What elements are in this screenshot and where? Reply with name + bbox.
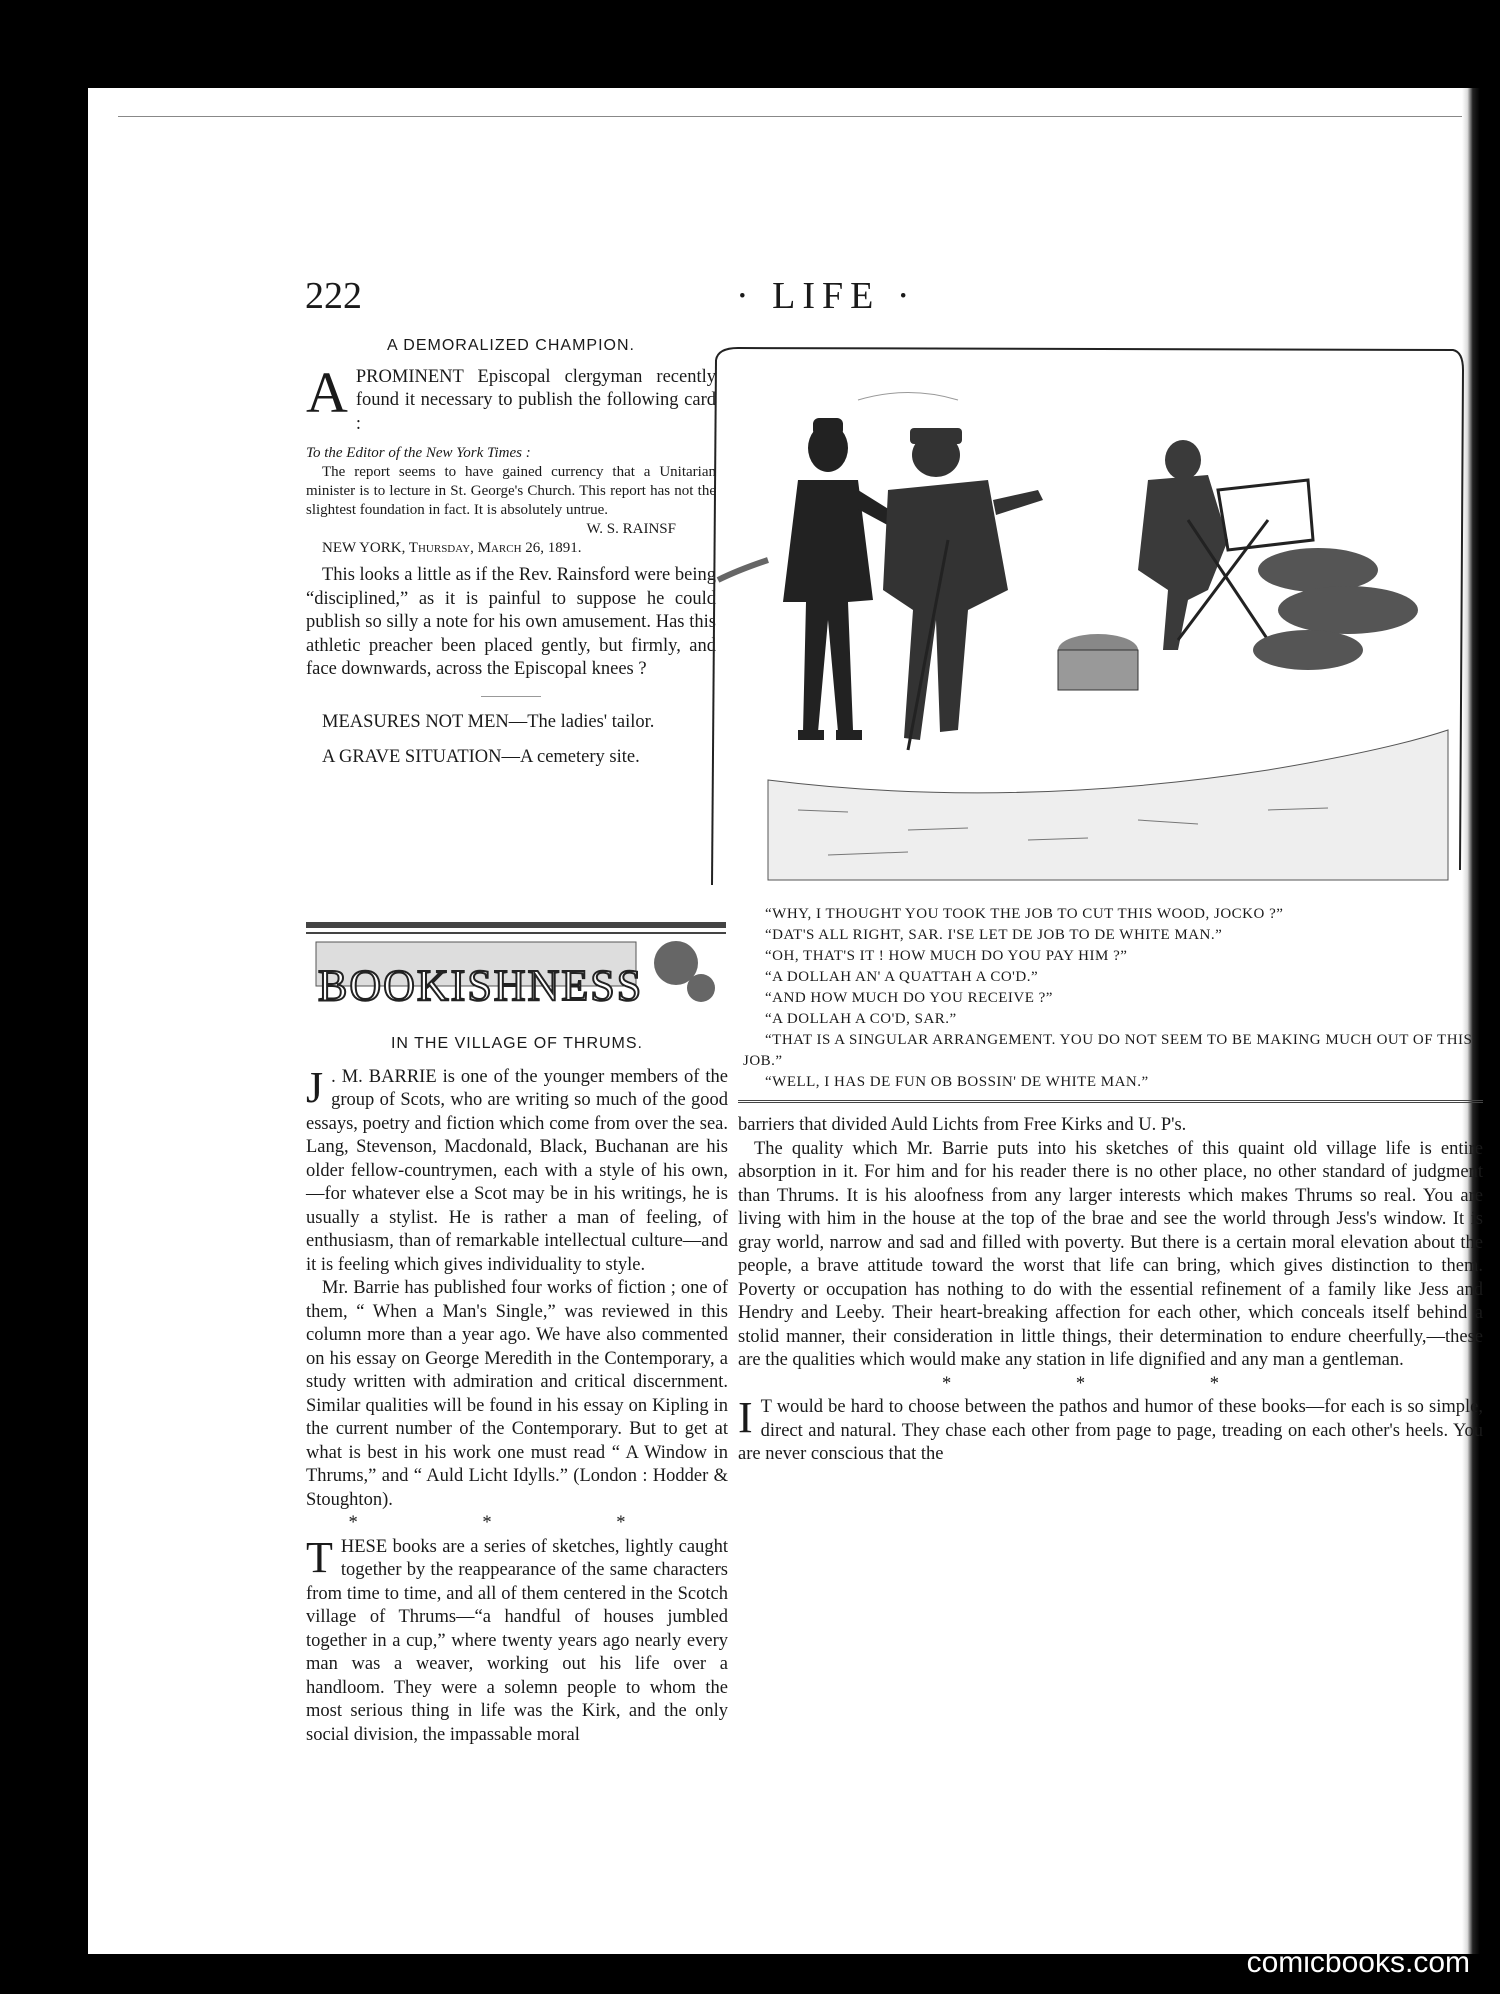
- paragraph: Mr. Barrie has published four works of fiction ; one of them, “ When a Man's Single,” was reviewed in this column more than a year ago. We have also commented on his essay on George Meredith in the Contemporary, a study written with admiration and critical discernment. Similar qualities will be found in his essay on Kipling in the current number of the Contemporary. But to get at what is best in his work one must read “ A Window in Thrums,” and “ Auld Licht Idylls.” (London : Hodder & Stoughton).: [306, 1278, 728, 1510]
- paragraph: The quality which Mr. Barrie puts into his sketches of this quaint old village life is entire absorption in it. For him and for his reader there is no other place, no other standard of judgment than Thrums. It is his aloofness from any larger interests which makes Thrums so real. You are living with him in the house at the top of the brae and see the world through Jess's window. It is gray world, narrow and sad and filled with poverty. But there is a certain moral elevation about the people, a brave attitude toward the worst that life can bring, which gives distinction to them. Poverty or occupation has nothing to do with the essential refinement of a family like Jess and Hendry and Leeby. Their heart-breaking affection for each other, which conceals itself behind a stolid manner, their consideration in little things, their determination to endure cheerfully,—these are the qualities which would make any station in life dignified and any man a gentleman.: [738, 1138, 1483, 1370]
- card-dateline: NEW YORK, Thursday, March 26, 1891.: [322, 540, 582, 556]
- article-title: A DEMORALIZED CHAMPION.: [387, 337, 635, 354]
- drop-cap: J: [306, 1062, 324, 1112]
- bookishness-banner: [306, 918, 726, 1026]
- paragraph-text: T would be hard to choose between the pathos and humor of these books—for each is so simple, direct and natural. They chase each other from page to page, treading on each other's heels. You are never conscious tha⁠t the: [738, 1397, 1483, 1464]
- dialogue-line: “A DOLLAH AN' A QUATTAH A CO'D.”: [765, 969, 1039, 985]
- paragraph-text: . M. BARRIE is one of the younger members of the group of Scots, who are writing so much of the good essays, poetry and fiction which come from over the sea. Lang, Stevenson, Macdonald, Black, Buchanan are his older fellow-countrymen, each with a style of his own,—for whatever else a Scot may be in his writings, he is usually a stylist. He is rather a man of feeling, of enthusiasm, than of remarkable intellectual culture—and it is feeling which gives individuality to style.: [306, 1066, 728, 1275]
- cartoon-illustration: [708, 340, 1468, 885]
- drop-cap: A: [306, 359, 348, 425]
- page-number: 222: [305, 275, 362, 317]
- card-salutation: To the Editor of the New York Times :: [306, 445, 531, 461]
- joke-lead: A GRAVE SITUATION: [322, 747, 502, 767]
- paragraph: [306, 1532, 728, 1748]
- masthead-title: · LIFE ·: [736, 275, 917, 317]
- joke-text: —A cemetery site.: [501, 747, 640, 767]
- dialogue-line: “THAT IS A SINGULAR ARRANGEMENT. YOU DO NOT SEEM TO BE MAKING MUCH OUT OF THIS JOB.”: [743, 1032, 1473, 1069]
- dialogue-line: “AND HOW MUCH DO YOU RECEIVE ?”: [765, 990, 1053, 1006]
- article-comment: This looks a little as if the R⁠ev. Rainsford were being “disciplined,” as it is painful to suppose he could publish so silly a note for his own amusement. Has this athletic preacher been placed gently, but firmly, and face downwards, across the Episcopal knees ?: [306, 565, 716, 679]
- double-rule: [738, 1100, 1483, 1103]
- bookishness-right-column: [738, 1114, 1483, 1467]
- drop-cap: I: [738, 1393, 753, 1442]
- dialogue-line: “A DOLLAH A CO'D, SAR.”: [765, 1011, 957, 1027]
- intro-text: PROMINENT Episcopal clergyman recently found it necessary to publish the following card :: [355, 366, 716, 434]
- banner-title: BOOKISHNESS: [318, 961, 644, 1010]
- paragraph: [738, 1393, 1483, 1467]
- dialogue-line: “WELL, I HAS DE FUN OB BOSSIN' DE WHITE MAN.”: [765, 1074, 1149, 1090]
- dialogue-line: “DAT'S ALL RIGHT, SAR. I'SE LET DE JOB TO DE WHITE MAN.”: [765, 927, 1223, 943]
- divider: [481, 696, 541, 697]
- basket: [1058, 634, 1138, 690]
- card-body: The report seems to have gained currency that a Unitarian minister is to lecture in St. George's Church. This report has not the slightest found⁠ation in fact. It is absolutely untrue.: [306, 464, 716, 518]
- joke-lead: MEASURES NOT MEN: [322, 711, 509, 732]
- card-signature: W. S. RAINSF: [586, 521, 676, 537]
- article-intro: [306, 359, 716, 437]
- woodpile: [1253, 548, 1418, 670]
- paragraph: [306, 1062, 728, 1278]
- magazine-page: [88, 88, 1483, 1954]
- joke-item: [306, 746, 716, 770]
- newspaper-card: [306, 444, 716, 558]
- joke-item: [306, 711, 716, 735]
- section-subtitle: IN THE VILLAGE OF THRUMS.: [390, 1035, 643, 1052]
- joke-text: —The ladies' tailor.: [508, 711, 655, 732]
- top-rule: [118, 116, 1480, 117]
- paragraph: barriers that divided Auld Lichts from Free Kirks and U. P's.: [738, 1115, 1187, 1135]
- section-break: * * *: [942, 1373, 1279, 1394]
- bookishness-left-column: [306, 1032, 728, 1747]
- drop-cap: T: [306, 1532, 333, 1582]
- cartoon-dialogue: [743, 904, 1488, 1093]
- section-break: * * *: [348, 1513, 686, 1533]
- paragraph-text: HESE books are a series of sketches, lightly caught together by the reappearance of the same characters from time to time, and all of them centered in the Scotch village of Thrums—“a handful of houses jumbled together in a cup,” where twenty years ago nearly every man was a weaver, working out his life over a handloom. They were a solemn people to whom the most serious thing in life was the Kirk, and the only social division, the impassable moral: [306, 1536, 728, 1745]
- figure-sawing-wood: [1138, 440, 1228, 650]
- dialogue-line: “WHY, I THOUGHT YOU TOOK THE JOB TO CUT THIS WOOD, JOCKO ?”: [765, 906, 1284, 922]
- article-demoralized-champion: [306, 334, 716, 770]
- figure-with-cane: [883, 428, 1043, 740]
- dialogue-line: “OH, THAT'S IT ! HOW MUCH DO YOU PAY HIM ?”: [765, 948, 1128, 964]
- site-watermark: comicbooks.com: [1246, 1946, 1470, 1979]
